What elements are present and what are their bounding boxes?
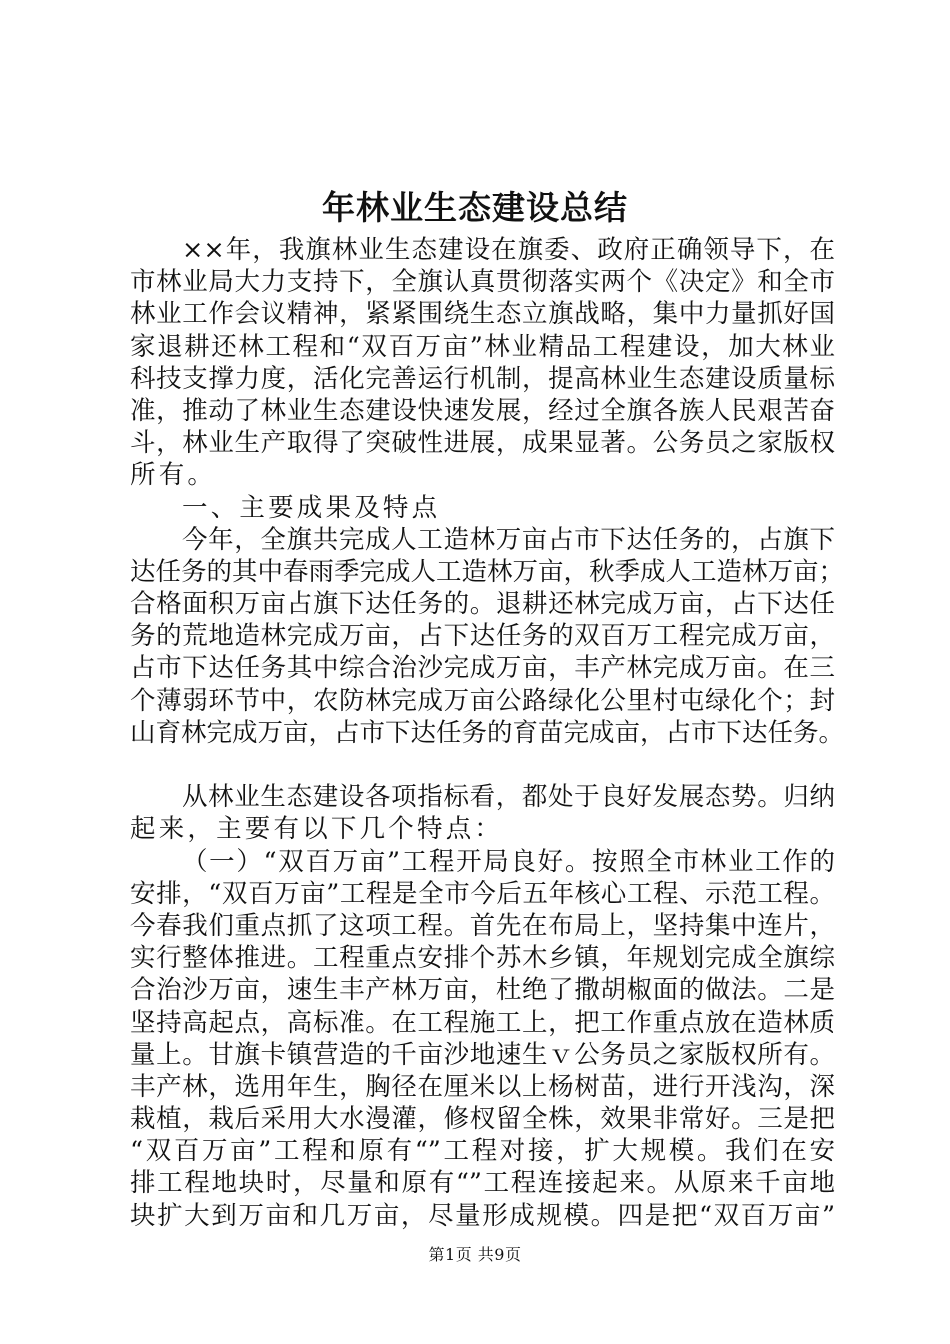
text-line: 准，推动了林业生态建设快速发展，经过全旗各族人民艰苦奋 bbox=[130, 395, 835, 426]
text-line: ××年，我旗林业生态建设在旗委、政府正确领导下，在 bbox=[182, 235, 835, 265]
text-line: 从林业生态建设各项指标看，都处于良好发展态势。归纳 bbox=[182, 782, 835, 813]
text-line: 林业工作会议精神，紧紧围绕生态立旗战略，集中力量抓好国 bbox=[130, 299, 835, 330]
text-line: 所有。 bbox=[130, 460, 217, 491]
text-line: 市林业局大力支持下，全旗认真贯彻落实两个《决定》和全市 bbox=[130, 267, 835, 298]
text-line: 斗，林业生产取得了突破性进展，成果显著。公务员之家版权 bbox=[130, 428, 835, 459]
text-line: 丰产林，选用年生，胸径在厘米以上杨树苗，进行开浅沟，深 bbox=[130, 1071, 835, 1102]
text-line: 安排，“双百万亩”工程是全市今后五年核心工程、示范工程。 bbox=[130, 878, 835, 909]
text-line: 达任务的其中春雨季完成人工造林万亩，秋季成人工造林万亩； bbox=[130, 556, 845, 587]
text-line: 今年，全旗共完成人工造林万亩占市下达任务的，占旗下 bbox=[182, 524, 835, 555]
text-line: 科技支撑力度，活化完善运行机制，提高林业生态建设质量标 bbox=[130, 363, 835, 394]
text-line: 占市下达任务其中综合治沙完成万亩，丰产林完成万亩。在三 bbox=[130, 653, 835, 684]
text-line: 个薄弱环节中，农防林完成万亩公路绿化公里村屯绿化个；封 bbox=[130, 685, 835, 716]
text-line: 山育林完成万亩，占市下达任务的育苗完成亩，占市下达任务。 bbox=[130, 717, 845, 748]
page-indicator: 第1页 共9页 bbox=[428, 1245, 522, 1264]
text-line: 坚持高起点，高标准。在工程施工上，把工作重点放在造林质 bbox=[130, 1007, 835, 1038]
section-heading: 一、主要成果及特点 bbox=[182, 492, 441, 523]
text-line: （一）“双百万亩”工程开局良好。按照全市林业工作的 bbox=[182, 846, 835, 877]
document-body bbox=[130, 234, 845, 1232]
text-line: 排工程地块时，尽量和原有“”工程连接起来。从原来千亩地 bbox=[130, 1168, 835, 1199]
text-line: 实行整体推进。工程重点安排个苏木乡镇，年规划完成全旗综 bbox=[130, 943, 835, 974]
text-line: 起来，主要有以下几个特点： bbox=[130, 814, 504, 845]
text-line: 栽植，栽后采用大水漫灌，修杈留全株，效果非常好。三是把 bbox=[130, 1104, 835, 1135]
blank-line bbox=[130, 749, 835, 781]
text-line: 合治沙万亩，速生丰产林万亩，杜绝了撒胡椒面的做法。二是 bbox=[130, 975, 835, 1006]
text-line: 块扩大到万亩和几万亩，尽量形成规模。四是把“双百万亩” bbox=[130, 1200, 835, 1231]
text-line: 今春我们重点抓了这项工程。首先在布局上，坚持集中连片， bbox=[130, 910, 835, 941]
text-line: 家退耕还林工程和“双百万亩”林业精品工程建设，加大林业 bbox=[130, 331, 835, 362]
text-line: “双百万亩”工程和原有“”工程对接，扩大规模。我们在安 bbox=[130, 1136, 835, 1167]
text-line: 务的荒地造林完成万亩，占下达任务的双百万工程完成万亩， bbox=[130, 621, 835, 652]
text-line: 合格面积万亩占旗下达任务的。退耕还林完成万亩，占下达任 bbox=[130, 589, 835, 620]
text-line: 量上。甘旗卡镇营造的千亩沙地速生ｖ公务员之家版权所有。 bbox=[130, 1039, 835, 1070]
document-title: 年林业生态建设总结 bbox=[322, 188, 628, 227]
